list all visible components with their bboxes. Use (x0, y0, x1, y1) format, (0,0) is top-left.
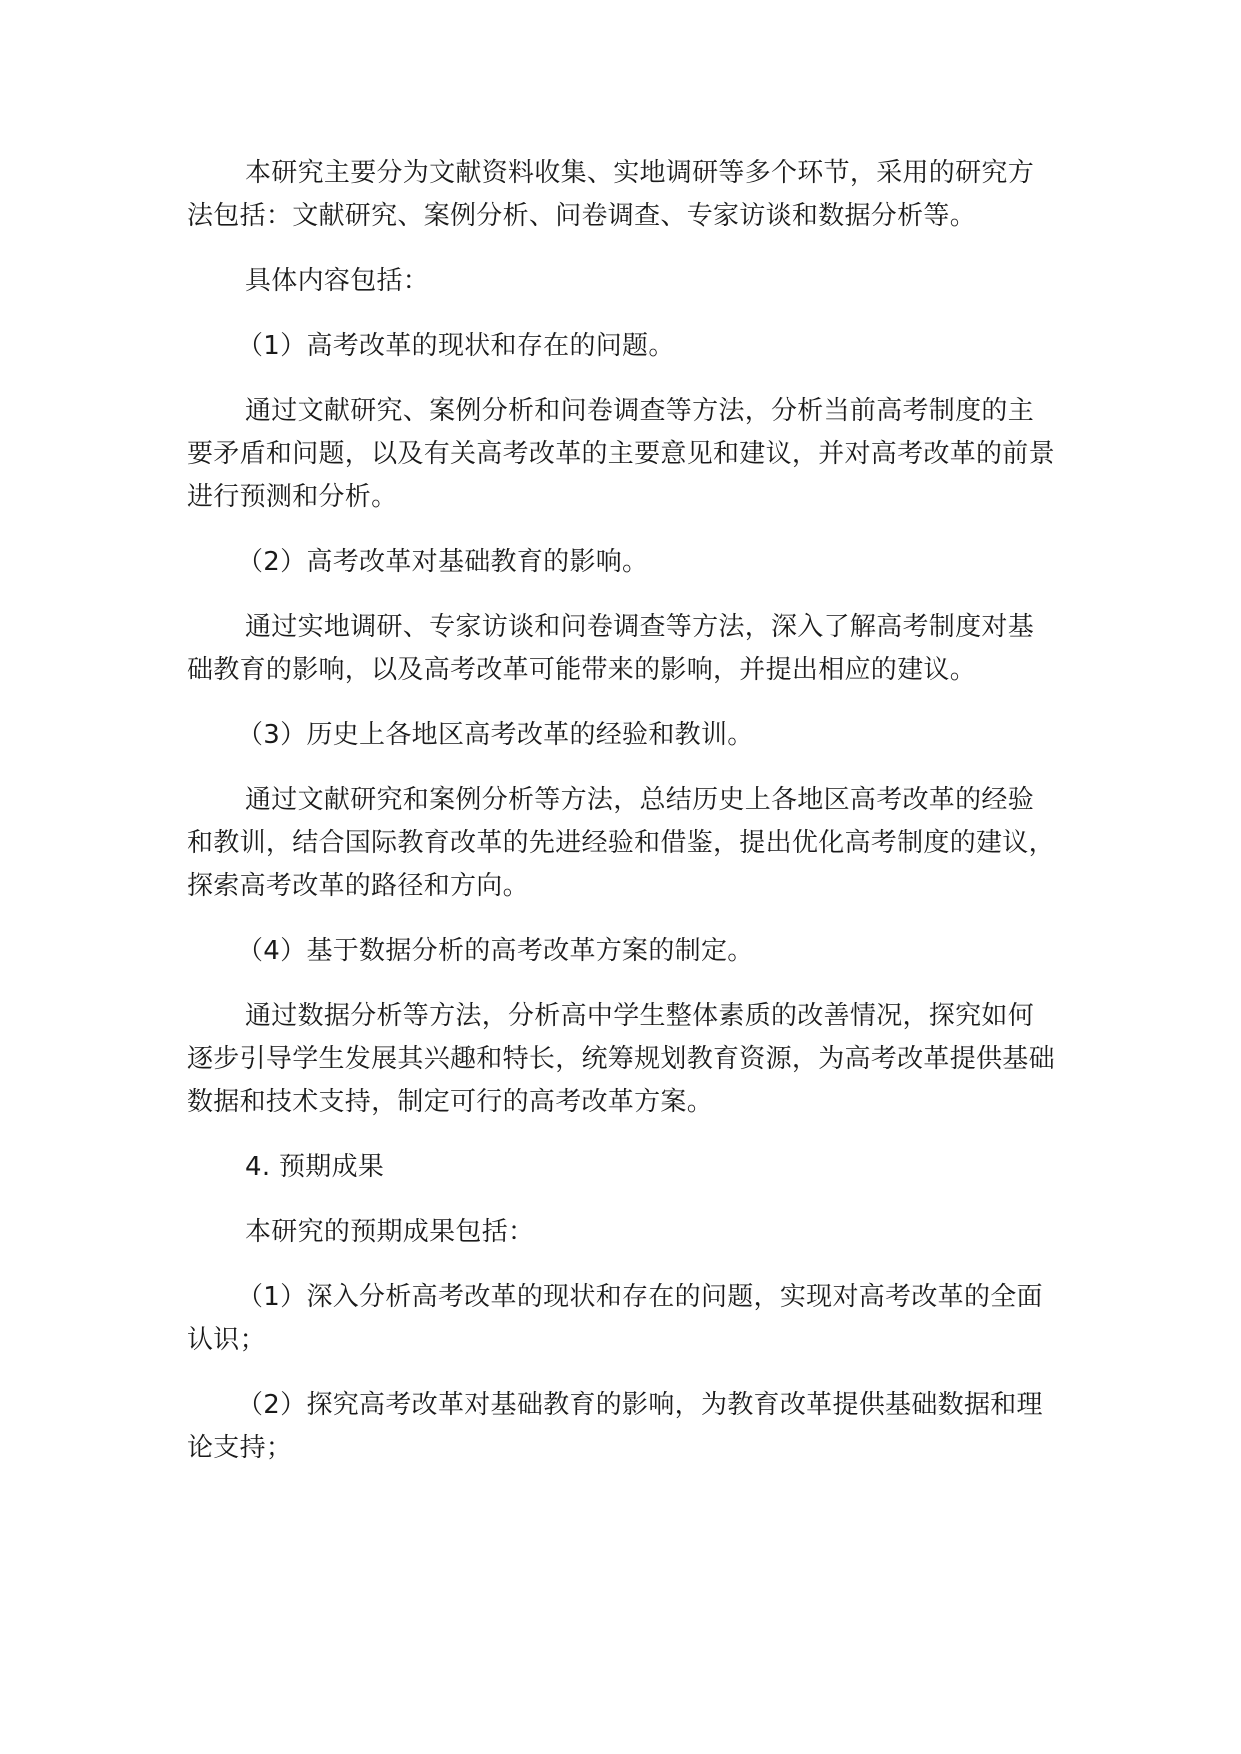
list-item-heading-3: （3）历史上各地区高考改革的经验和教训。 (237, 720, 754, 750)
list-item-heading-2: （2）高考改革对基础教育的影响。 (237, 547, 649, 577)
section-heading-expected-results: 4. 预期成果 (245, 1152, 385, 1182)
document-body (187, 152, 1055, 1492)
paragraph-content-intro: 具体内容包括： (245, 266, 430, 296)
paragraph-item-1-body: 通过文献研究、案例分析和问卷调查等方法，分析当前高考制度的主要矛盾和问题，以及有关高考改革的主要意见和建议，并对高考改革的前景进行预测和分析。 (187, 396, 1055, 512)
paragraph-methods-intro: 本研究主要分为文献资料收集、实地调研等多个环节，采用的研究方法包括：文献研究、案例分析、问卷调查、专家访谈和数据分析等。 (187, 158, 1035, 231)
list-item-result-1: （1）深入分析高考改革的现状和存在的问题，实现对高考改革的全面认识； (187, 1282, 1043, 1355)
list-item-heading-4: （4）基于数据分析的高考改革方案的制定。 (237, 936, 754, 966)
paragraph-item-3-body: 通过文献研究和案例分析等方法，总结历史上各地区高考改革的经验和教训，结合国际教育改革的先进经验和借鉴，提出优化高考制度的建议，探索高考改革的路径和方向。 (187, 785, 1055, 901)
list-item-heading-1: （1）高考改革的现状和存在的问题。 (237, 331, 675, 361)
paragraph-item-4-body: 通过数据分析等方法，分析高中学生整体素质的改善情况，探究如何逐步引导学生发展其兴趣和特长，统筹规划教育资源，为高考改革提供基础数据和技术支持，制定可行的高考改革方案。 (187, 1001, 1055, 1117)
list-item-result-2: （2）探究高考改革对基础教育的影响，为教育改革提供基础数据和理论支持； (187, 1390, 1043, 1463)
paragraph-item-2-body: 通过实地调研、专家访谈和问卷调查等方法，深入了解高考制度对基础教育的影响，以及高考改革可能带来的影响，并提出相应的建议。 (187, 612, 1035, 685)
paragraph-results-intro: 本研究的预期成果包括： (245, 1217, 535, 1247)
